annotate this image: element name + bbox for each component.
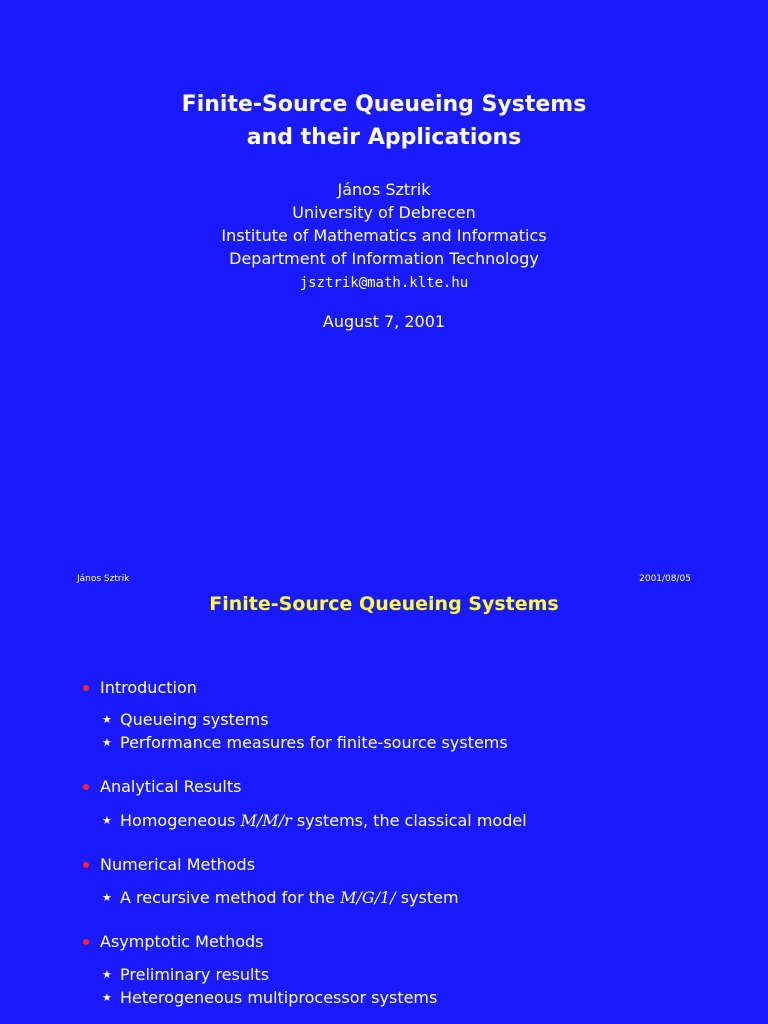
toc-slide <box>0 568 768 1024</box>
toc-subitem-label: Heterogeneous multiprocessor systems <box>120 988 438 1007</box>
toc-section-label: Asymptotic Methods <box>100 932 264 951</box>
toc-section-label: Introduction <box>100 678 197 697</box>
affiliation-institute: Institute of Mathematics and Informatics <box>221 226 547 245</box>
title-line-1: Finite-Source Queueing Systems <box>181 92 587 117</box>
header-author: János Sztrik <box>77 574 130 584</box>
author-email: jsztrik@math.klte.hu <box>299 275 469 291</box>
toc-subitem-label: Queueing systems <box>120 710 269 729</box>
presentation-date: August 7, 2001 <box>322 312 446 331</box>
red-dot-icon <box>83 862 89 868</box>
red-dot-icon <box>83 939 89 945</box>
toc-subitem-label <box>120 810 527 832</box>
toc-subitem-label: Performance measures for finite-source systems <box>120 733 508 752</box>
affiliation-university: University of Debrecen <box>292 203 476 222</box>
toc-section-label: Numerical Methods <box>100 855 256 874</box>
red-dot-icon <box>83 784 89 790</box>
star-icon: ★ <box>102 891 112 904</box>
toc-section-label: Analytical Results <box>100 777 242 796</box>
subitem-text-post: system <box>395 888 459 907</box>
star-icon: ★ <box>102 991 112 1004</box>
toc-subitem-label: Preliminary results <box>120 965 270 984</box>
toc-subitem-label <box>120 887 459 909</box>
math-expression: M/M/r <box>240 811 292 830</box>
math-expression: M/G/1/ <box>340 888 396 907</box>
star-icon: ★ <box>102 736 112 749</box>
subitem-text-pre: A recursive method for the <box>120 888 341 907</box>
header-date: 2001/08/05 <box>639 574 691 584</box>
subitem-text-post: systems, the classical model <box>291 811 527 830</box>
red-dot-icon <box>83 685 89 691</box>
title-line-2: and their Applications <box>246 125 522 150</box>
toc-heading: Finite-Source Queueing Systems <box>209 593 559 615</box>
star-icon: ★ <box>102 814 112 827</box>
star-icon: ★ <box>102 968 112 981</box>
star-icon: ★ <box>102 713 112 726</box>
affiliation-department: Department of Information Technology <box>229 249 539 268</box>
subitem-text-pre: Homogeneous <box>120 811 241 830</box>
author-name: János Sztrik <box>337 180 431 199</box>
